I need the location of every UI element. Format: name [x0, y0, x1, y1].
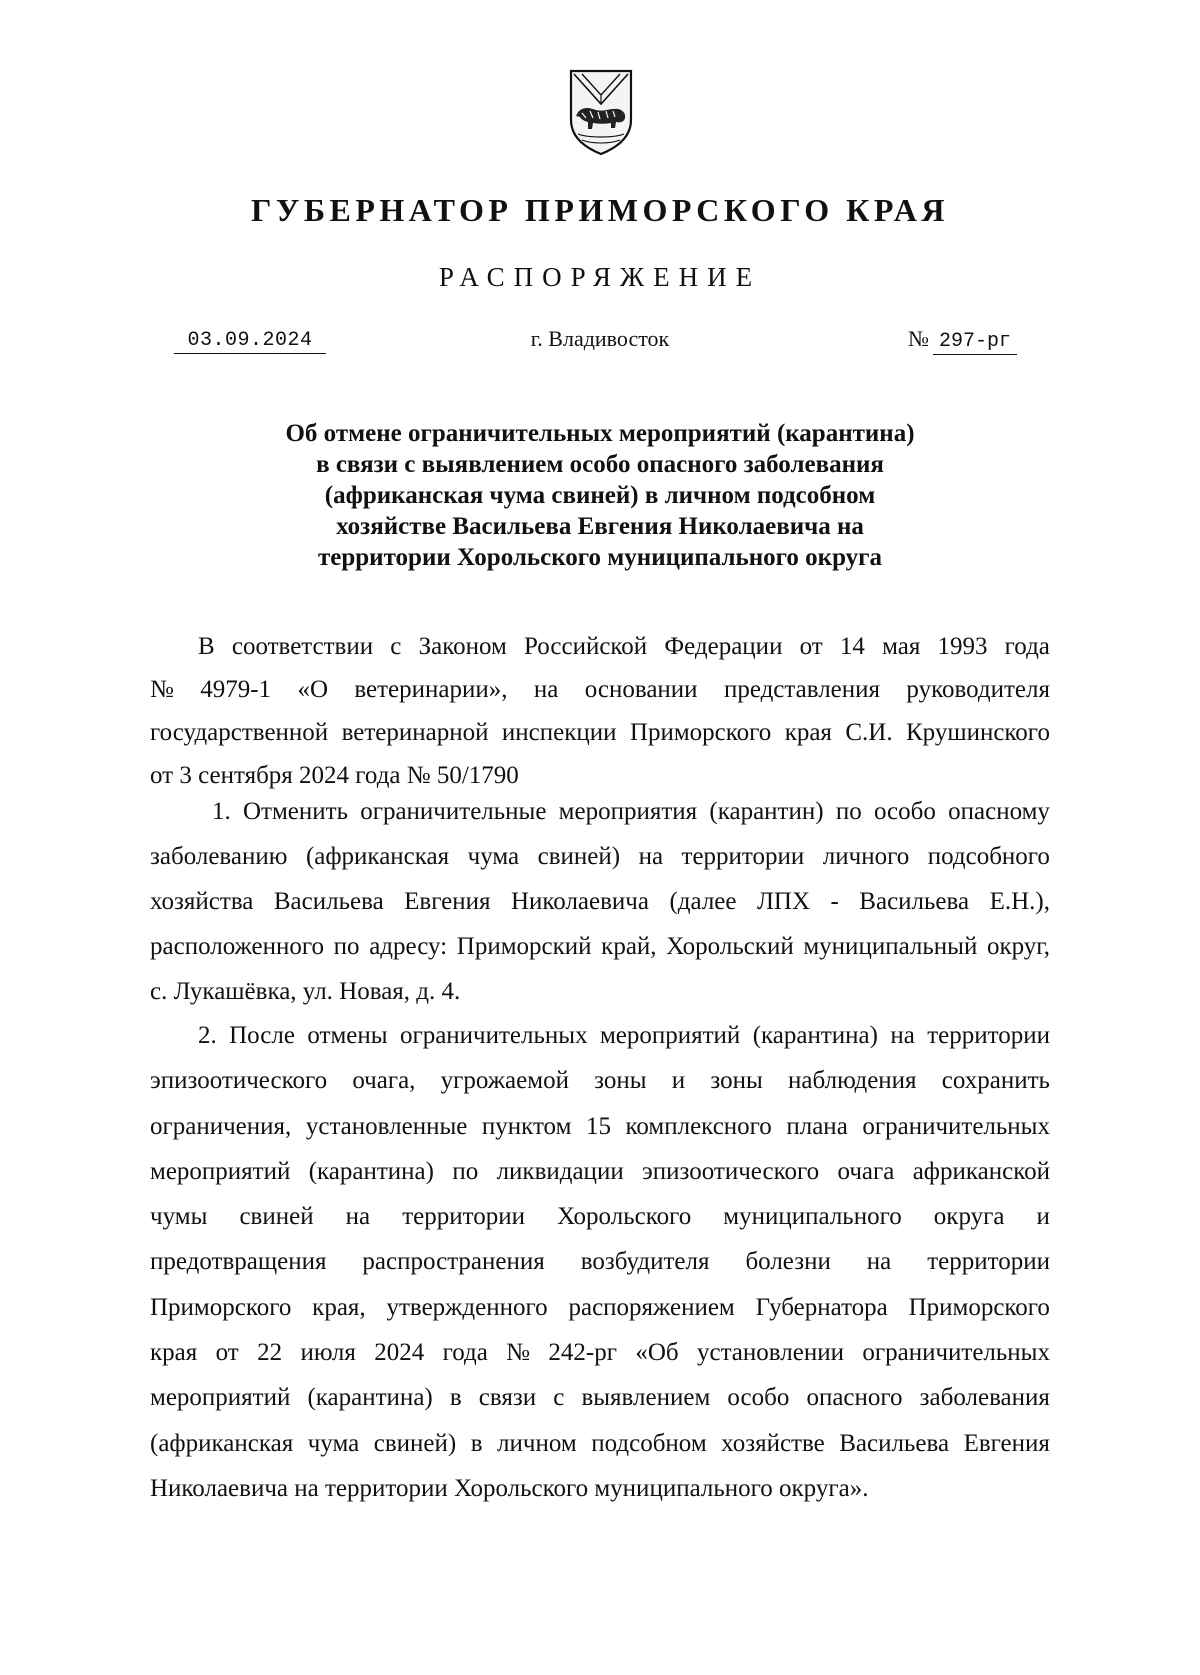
word: муниципального: [723, 1203, 902, 1231]
word: -: [830, 888, 839, 915]
paragraph-line: [150, 879, 1050, 924]
primorsky-coat-of-arms-icon: [568, 68, 634, 156]
word: чумы: [150, 1203, 208, 1231]
word: по: [333, 933, 360, 960]
word: мероприятий: [150, 1157, 291, 1185]
word: территории: [681, 843, 805, 870]
word: Приморского: [629, 719, 772, 746]
word: края: [150, 1339, 198, 1367]
word: «О: [297, 676, 328, 703]
word: июля: [300, 1339, 356, 1367]
word: подсобного: [927, 843, 1050, 870]
word: чума: [467, 843, 520, 870]
word: эпизоотического: [150, 1067, 328, 1095]
org-title: ГУБЕРНАТОР ПРИМОРСКОГО КРАЯ: [250, 192, 950, 228]
word: (далее: [669, 888, 737, 915]
word: №: [150, 676, 174, 703]
word: мероприятий: [599, 1022, 741, 1049]
word: 4979-1: [200, 676, 272, 703]
word: ограничительных: [862, 1339, 1050, 1367]
word: ветеринарии»,: [354, 676, 508, 703]
word: утвержденного: [386, 1293, 548, 1321]
word: установленные: [305, 1112, 468, 1140]
word: государственной: [150, 719, 329, 746]
paragraph-line: [150, 1239, 1050, 1284]
word: очага,: [352, 1067, 416, 1095]
word: ЛПХ: [756, 888, 811, 915]
word: зоны: [594, 1067, 647, 1095]
word: года: [442, 1339, 488, 1367]
word: по: [452, 1157, 479, 1185]
subject-line: территории Хорольского муниципального округа: [318, 544, 882, 571]
word: округ,: [986, 933, 1050, 960]
word: Приморский: [456, 933, 592, 960]
paragraph-line: Николаевича на территории Хорольского муниципального округа».: [150, 1474, 869, 1502]
word: Российской: [523, 633, 648, 660]
word: Николаевича: [510, 888, 649, 915]
paragraph-line: с. Лукашёвка, ул. Новая, д. 4.: [150, 978, 461, 1005]
word: угрожаемой: [440, 1067, 569, 1095]
word: территории: [927, 1248, 1050, 1276]
subject-line: (африканская чума свиней) в личном подсобном: [324, 482, 876, 509]
item-1-paragraph: [150, 789, 1050, 1014]
word: Евгения: [404, 888, 491, 915]
item-2-paragraph: [150, 1013, 1050, 1511]
word: округа: [933, 1203, 1005, 1231]
word: Васильева: [859, 888, 970, 915]
word: края,: [312, 1293, 366, 1321]
word: распоряжением: [568, 1293, 735, 1321]
word: зоны: [710, 1067, 763, 1095]
paragraph-line: [150, 1285, 1050, 1330]
word: территории: [402, 1203, 525, 1231]
word: Васильева: [839, 1429, 950, 1457]
paragraph-line: [150, 1421, 1050, 1466]
word: Хорольского: [557, 1203, 692, 1231]
word: связи: [478, 1384, 537, 1412]
word: (африканская: [305, 843, 450, 870]
word: распространения: [362, 1248, 545, 1276]
word: №: [506, 1339, 531, 1367]
paragraph-line: [150, 789, 1050, 834]
word: ветеринарной: [341, 719, 489, 746]
word: края: [784, 719, 832, 746]
word: адресу:: [369, 933, 448, 960]
word: «Об: [635, 1339, 679, 1367]
document-city: г. Владивосток: [530, 326, 670, 351]
document-number: [908, 326, 1017, 355]
word: 2.: [198, 1022, 217, 1049]
word: (карантина): [307, 1384, 433, 1412]
word: отмены: [307, 1022, 388, 1049]
word: чума: [307, 1429, 360, 1457]
word: мероприятия: [558, 798, 698, 825]
word: хозяйстве: [721, 1429, 825, 1457]
word: и: [671, 1067, 686, 1095]
paragraph-line: [150, 1375, 1050, 1420]
word: 22: [257, 1339, 283, 1367]
word: мая: [882, 633, 921, 660]
word: хозяйства: [150, 888, 254, 915]
word: После: [229, 1022, 295, 1049]
word: на: [533, 676, 559, 703]
word: и: [1036, 1203, 1050, 1231]
paragraph-line: [150, 1194, 1050, 1239]
word: от: [799, 633, 823, 660]
word: на: [345, 1203, 371, 1231]
word: на: [866, 1248, 892, 1276]
word: сохранить: [941, 1067, 1050, 1095]
paragraph-line: [150, 1149, 1050, 1194]
document-subject: [0, 418, 1200, 573]
word: Евгения: [963, 1429, 1050, 1457]
word: от: [215, 1339, 239, 1367]
paragraph-line: от 3 сентября 2024 года № 50/1790: [150, 762, 519, 789]
word: край,: [601, 933, 657, 960]
word: (африканская: [150, 1429, 294, 1457]
preamble-paragraph: [150, 625, 1050, 797]
word: расположенного: [150, 933, 325, 960]
word: свиней): [373, 1429, 457, 1457]
word: в: [449, 1384, 462, 1412]
word: ограничения,: [150, 1112, 292, 1140]
word: заболевания: [919, 1384, 1050, 1412]
word: представления: [723, 676, 881, 703]
word: на: [890, 1022, 915, 1049]
word: с: [553, 1384, 565, 1412]
word: инспекции: [501, 719, 617, 746]
word: с: [390, 633, 402, 660]
word: наблюдения: [788, 1067, 917, 1095]
word: свиней: [239, 1203, 314, 1231]
word: личного: [822, 843, 910, 870]
paragraph-line: [150, 668, 1050, 711]
word: опасному: [948, 798, 1050, 825]
word: (карантина): [308, 1157, 434, 1185]
word: особо: [873, 798, 936, 825]
word: года: [1004, 633, 1050, 660]
word: африканской: [912, 1157, 1050, 1185]
word: очага: [837, 1157, 895, 1185]
word: ограничительных: [862, 1112, 1050, 1140]
paragraph-line: [150, 834, 1050, 879]
word: опасного: [806, 1384, 903, 1412]
word: (карантина): [752, 1022, 878, 1049]
paragraph-line: [150, 1104, 1050, 1149]
word: заболеванию: [150, 843, 288, 870]
word: в: [470, 1429, 483, 1457]
word: С.И.: [845, 719, 893, 746]
document-type: РАСПОРЯЖЕНИЕ: [438, 262, 762, 292]
paragraph-line: [150, 1330, 1050, 1375]
subject-line: хозяйстве Васильева Евгения Николаевича на: [336, 513, 864, 540]
word: возбудителя: [580, 1248, 710, 1276]
word: личном: [497, 1429, 577, 1457]
word: эпизоотического: [642, 1157, 820, 1185]
word: В: [198, 633, 215, 660]
word: предотвращения: [150, 1248, 327, 1276]
word: Е.Н.),: [989, 888, 1050, 915]
word: болезни: [745, 1248, 831, 1276]
word: соответствии: [231, 633, 374, 660]
word: по: [835, 798, 862, 825]
word: 1.: [212, 798, 231, 825]
word: 15: [585, 1112, 611, 1140]
word: на: [638, 843, 664, 870]
word: мероприятий: [150, 1384, 291, 1412]
word: ограничительных: [399, 1022, 588, 1049]
word: 1993: [937, 633, 988, 660]
paragraph-line: [150, 1058, 1050, 1103]
word: Законом: [418, 633, 507, 660]
number-value: 297-рг: [933, 330, 1017, 355]
word: территории: [927, 1022, 1050, 1049]
document-date: 03.09.2024: [174, 329, 326, 354]
paragraph-line: [150, 625, 1050, 668]
number-prefix: №: [908, 326, 929, 351]
word: Губернатора: [755, 1293, 888, 1321]
word: руководителя: [906, 676, 1050, 703]
word: Васильева: [273, 888, 384, 915]
word: комплексного: [625, 1112, 772, 1140]
word: муниципальный: [803, 933, 978, 960]
word: плана: [786, 1112, 848, 1140]
subject-line: в связи с выявлением особо опасного заболевания: [316, 451, 884, 478]
paragraph-line: [150, 711, 1050, 754]
word: выявлением: [581, 1384, 711, 1412]
word: ограничительные: [360, 798, 547, 825]
word: Хорольский: [666, 933, 794, 960]
word: Отменить: [242, 798, 348, 825]
word: (карантин): [709, 798, 824, 825]
word: установлении: [696, 1339, 844, 1367]
word: Крушинского: [905, 719, 1050, 746]
word: особо: [727, 1384, 790, 1412]
word: 14: [839, 633, 865, 660]
paragraph-line: [150, 1013, 1050, 1058]
paragraph-line: [150, 924, 1050, 969]
word: подсобном: [591, 1429, 707, 1457]
word: Приморского: [150, 1293, 292, 1321]
word: 242-рг: [548, 1339, 617, 1367]
word: 2024: [374, 1339, 425, 1367]
word: ликвидации: [496, 1157, 624, 1185]
word: Приморского: [908, 1293, 1050, 1321]
subject-line: Об отмене ограничительных мероприятий (карантина): [285, 420, 915, 447]
word: Федерации: [664, 633, 783, 660]
word: свиней): [537, 843, 621, 870]
word: пунктом: [481, 1112, 572, 1140]
word: основании: [584, 676, 698, 703]
